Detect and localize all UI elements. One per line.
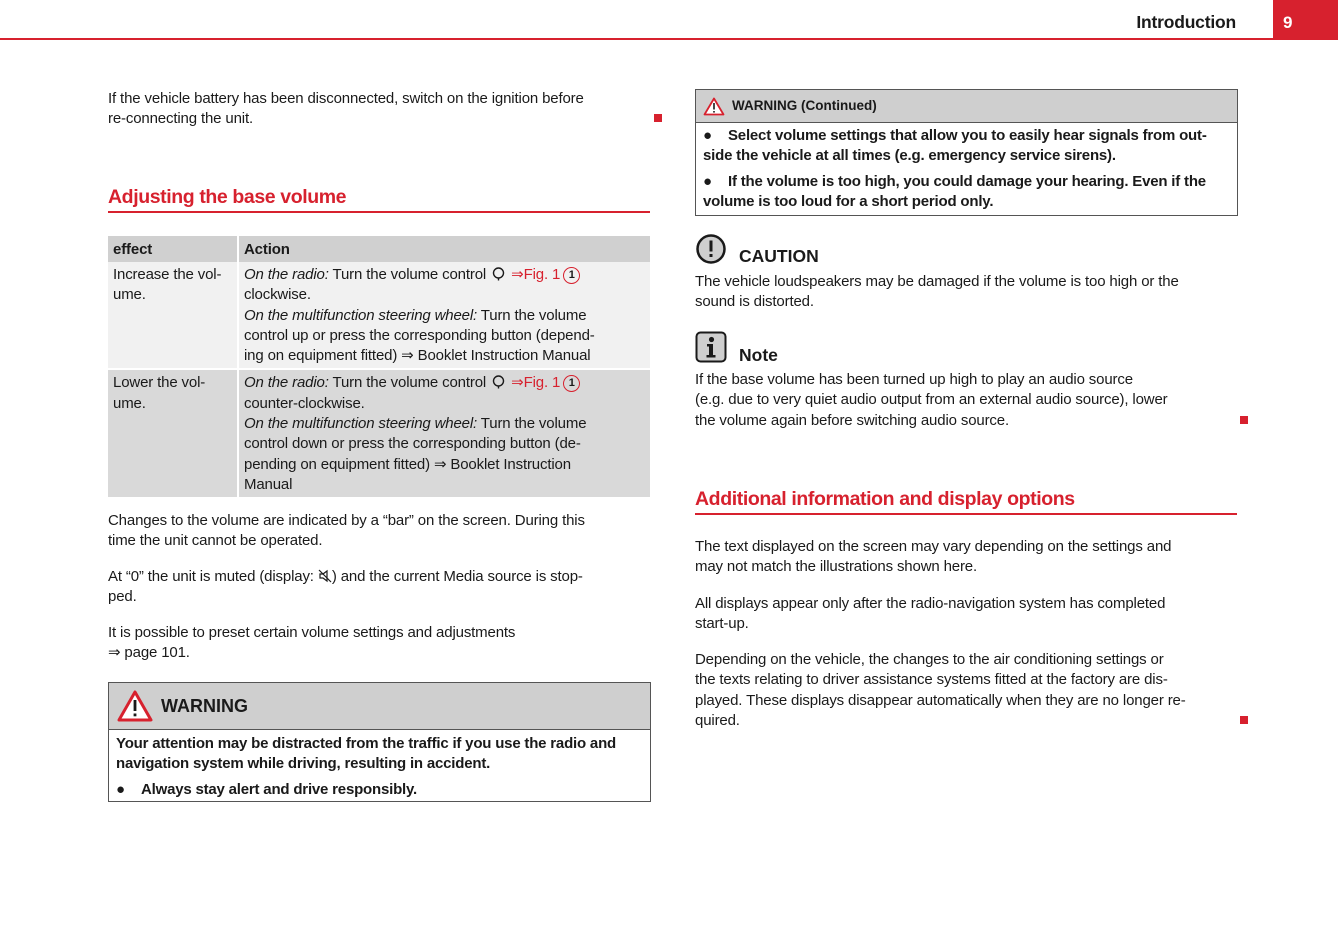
table-row xyxy=(108,369,650,497)
warning-continued-body xyxy=(696,123,1237,216)
effect-cell: Increase the vol- ume. xyxy=(108,262,238,369)
caution-title: CAUTION xyxy=(739,246,819,266)
mute-icon xyxy=(318,569,332,583)
warning-header xyxy=(109,683,650,730)
booklet-reference: pending on equipment fitted) ⇒ Booklet Instruction xyxy=(244,455,571,473)
column-header-action: Action xyxy=(238,236,650,262)
warning-box xyxy=(108,682,651,802)
warning-triangle-icon xyxy=(703,97,725,116)
note-title: Note xyxy=(739,345,778,365)
chapter-title: Introduction xyxy=(1136,12,1236,32)
display-paragraph-2: All displays appear only after the radio-navigation system has completed start-up. xyxy=(695,595,1166,633)
section-title-additional-info: Additional information and display options xyxy=(695,489,1237,515)
warning-title: WARNING xyxy=(161,695,248,716)
table-header-row xyxy=(108,236,650,262)
warning-triangle-icon xyxy=(117,690,153,722)
warning-bullet: ● Always stay alert and drive responsibly. xyxy=(116,780,418,798)
info-icon xyxy=(695,331,727,363)
volume-table xyxy=(108,236,650,497)
warning-body: Your attention may be distracted from the traffic if you use the radio and navigation system while driving, resulting in accident. ● Always stay alert and drive responsibly. xyxy=(109,730,650,804)
page-reference-link[interactable]: ⇒ page 101. xyxy=(108,644,190,662)
page-number: 9 xyxy=(1283,13,1293,32)
volume-knob-icon xyxy=(492,267,505,281)
mute-paragraph: At “0” the unit is muted (display: ) and the current Media source is stop- ped. xyxy=(108,568,583,606)
figure-link[interactable]: ⇒Fig. 1 xyxy=(511,374,561,392)
caution-icon xyxy=(695,233,727,265)
callout-number: 1 xyxy=(563,267,580,284)
caution-body: The vehicle loudspeakers may be damaged if the volume is too high or the sound is distorted. xyxy=(695,273,1179,311)
warning-continued-header xyxy=(696,90,1237,123)
header-rule xyxy=(0,38,1338,40)
column-header-effect: effect xyxy=(108,236,238,262)
section-end-marker xyxy=(1240,716,1248,724)
note-body: If the base volume has been turned up high to play an audio source (e.g. due to very quiet audio output from an external audio source), lower the volume again before switching audio source. xyxy=(695,371,1168,429)
page-number-tab xyxy=(1273,0,1338,40)
warning-continued-box xyxy=(695,89,1238,216)
section-end-marker xyxy=(654,114,662,122)
section-end-marker xyxy=(1240,416,1248,424)
volume-knob-icon xyxy=(492,375,505,389)
section-title-adjusting-volume: Adjusting the base volume xyxy=(108,187,650,213)
display-paragraph-1: The text displayed on the screen may vary depending on the settings and may not match the illustrations shown here. xyxy=(695,538,1172,576)
intro-paragraph: If the vehicle battery has been disconnected, switch on the ignition before re-connecting the unit. xyxy=(108,90,584,128)
callout-number: 1 xyxy=(563,375,580,392)
warning-bullet: ● Select volume settings that allow you to easily hear signals from out- side the vehicle at all times (e.g. emergency service sirens). xyxy=(703,127,1207,165)
effect-cell: Lower the vol- ume. xyxy=(108,369,238,497)
volume-bar-paragraph: Changes to the volume are indicated by a “bar” on the screen. During this time the unit cannot be operated. xyxy=(108,512,585,550)
figure-link[interactable]: ⇒Fig. 1 xyxy=(511,266,561,283)
table-row xyxy=(108,262,650,369)
action-cell: On the radio: Turn the volume control ⇒Fig. 1 1 clockwise. On the multifunction steering wheel: Turn the volume control up or press the corresponding button (depend- ing on equipment fitted) ⇒ Booklet Instruction Manual xyxy=(238,262,650,369)
booklet-reference: ing on equipment fitted) ⇒ Booklet Instruction Manual xyxy=(244,347,591,365)
preset-paragraph: It is possible to preset certain volume settings and adjustments ⇒ page 101. xyxy=(108,623,650,664)
warning-continued-title: WARNING (Continued) xyxy=(732,97,877,113)
display-paragraph-3: Depending on the vehicle, the changes to the air conditioning settings or the texts relating to driver assistance systems fitted at the factory are dis- played. These displays disappear automatically when they are no longer re- quired. xyxy=(695,651,1186,729)
warning-bullet: ● If the volume is too high, you could damage your hearing. Even if the volume is too loud for a short period only. xyxy=(703,172,1206,210)
action-cell: On the radio: Turn the volume control ⇒Fig. 1 1 counter-clockwise. On the multifunction steering wheel: Turn the volume control down or press the corresponding button (de- pending on equipment fitted) ⇒ Booklet Instruction Manual xyxy=(238,369,650,497)
